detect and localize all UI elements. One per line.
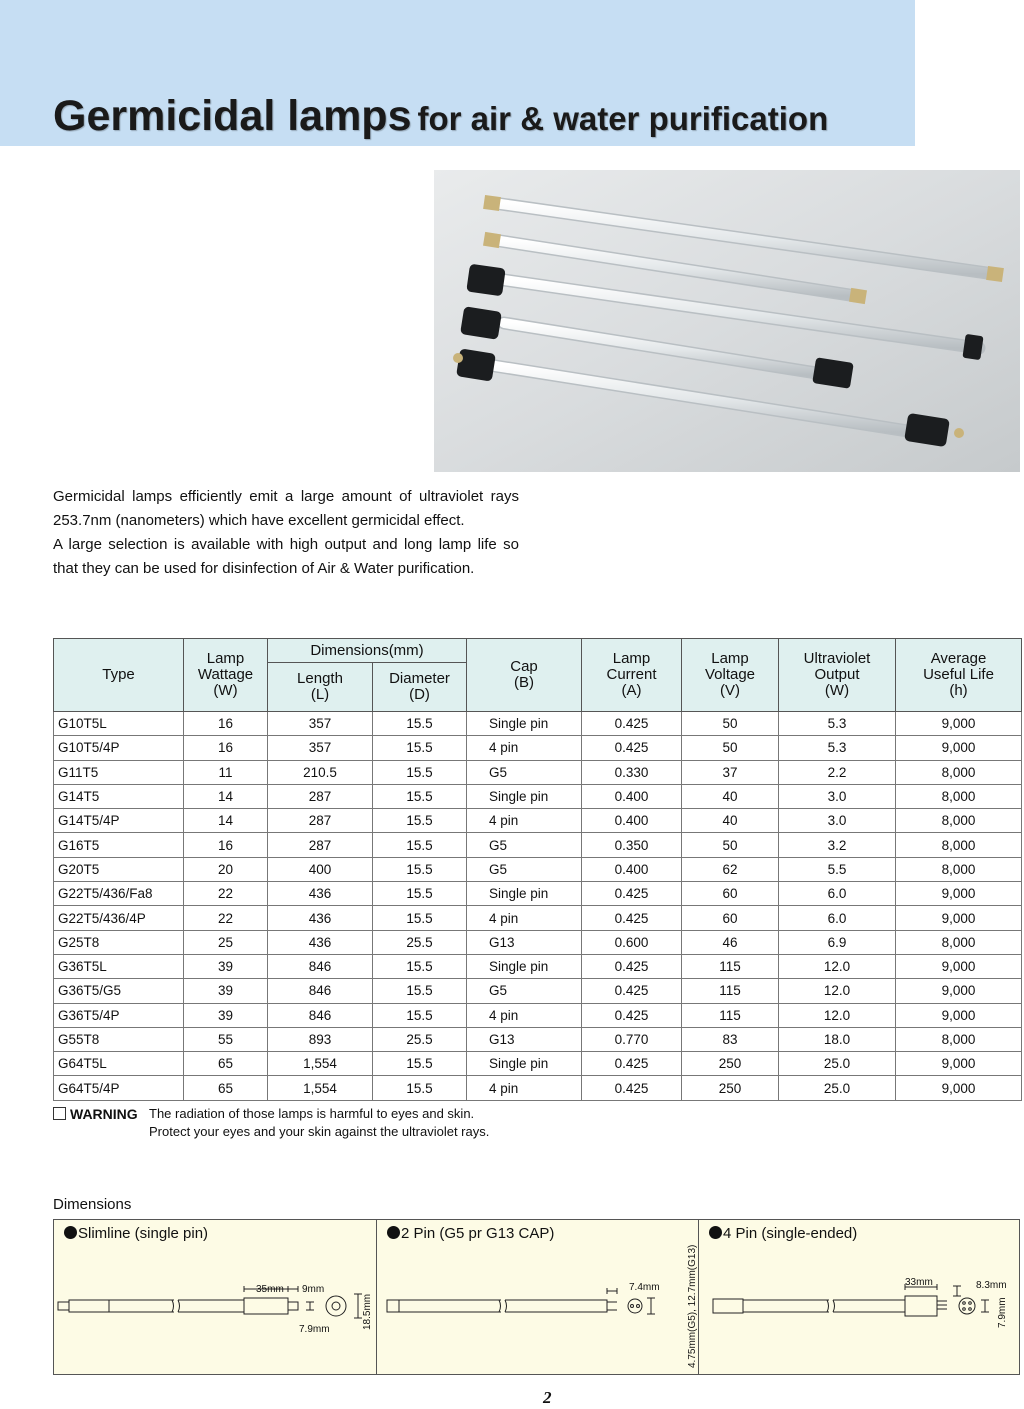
cell-diameter: 15.5 <box>373 954 467 978</box>
cell-diameter: 15.5 <box>373 712 467 736</box>
cell-diameter: 15.5 <box>373 979 467 1003</box>
cell-diameter: 15.5 <box>373 760 467 784</box>
warning-line-2: Protect your eyes and your skin against the ultraviolet rays. <box>149 1124 490 1139</box>
cell-type: G10T5/4P <box>54 736 184 760</box>
cell-wattage: 65 <box>184 1052 268 1076</box>
page-title <box>53 92 828 141</box>
cell-voltage: 83 <box>682 1027 779 1051</box>
cell-life: 9,000 <box>896 712 1022 736</box>
cell-voltage: 40 <box>682 809 779 833</box>
cell-uv-output: 25.0 <box>779 1052 896 1076</box>
cell-length: 357 <box>268 736 373 760</box>
cell-voltage: 250 <box>682 1052 779 1076</box>
cell-uv-output: 12.0 <box>779 979 896 1003</box>
cell-diameter: 15.5 <box>373 1076 467 1100</box>
cell-uv-output: 18.0 <box>779 1027 896 1051</box>
cell-wattage: 11 <box>184 760 268 784</box>
cell-cap: G5 <box>467 760 582 784</box>
cell-life: 8,000 <box>896 1027 1022 1051</box>
cell-type: G36T5/4P <box>54 1003 184 1027</box>
cell-uv-output: 3.0 <box>779 784 896 808</box>
cell-life: 8,000 <box>896 930 1022 954</box>
cell-cap: 4 pin <box>467 906 582 930</box>
cell-length: 357 <box>268 712 373 736</box>
cell-voltage: 50 <box>682 736 779 760</box>
cell-current: 0.400 <box>582 784 682 808</box>
cell-uv-output: 3.2 <box>779 833 896 857</box>
cell-type: G14T5/4P <box>54 809 184 833</box>
cell-type: G20T5 <box>54 857 184 881</box>
cell-current: 0.600 <box>582 930 682 954</box>
cell-diameter: 15.5 <box>373 784 467 808</box>
four-pin-cap-length: 33mm <box>905 1277 933 1288</box>
cell-life: 9,000 <box>896 882 1022 906</box>
cell-diameter: 15.5 <box>373 906 467 930</box>
two-pin-pin-spacing: 4.75mm(G5), 12.7mm(G13) <box>687 1244 698 1368</box>
cell-type: G36T5/G5 <box>54 979 184 1003</box>
cell-wattage: 20 <box>184 857 268 881</box>
cell-diameter: 15.5 <box>373 882 467 906</box>
cell-type: G10T5L <box>54 712 184 736</box>
cell-length: 287 <box>268 833 373 857</box>
table-row <box>54 760 1022 784</box>
cell-wattage: 39 <box>184 1003 268 1027</box>
cell-wattage: 16 <box>184 736 268 760</box>
cell-length: 210.5 <box>268 760 373 784</box>
cell-current: 0.400 <box>582 857 682 881</box>
title-sub: for air & water purification <box>417 100 829 137</box>
cell-uv-output: 5.5 <box>779 857 896 881</box>
cell-life: 9,000 <box>896 954 1022 978</box>
table-row <box>54 857 1022 881</box>
header-current: Lamp Current (A) <box>582 639 682 712</box>
table-body <box>54 712 1022 1101</box>
header-type: Type <box>54 639 184 712</box>
cell-voltage: 37 <box>682 760 779 784</box>
dimension-slimline <box>54 1220 376 1374</box>
cell-life: 8,000 <box>896 857 1022 881</box>
cell-cap: 4 pin <box>467 1076 582 1100</box>
cell-wattage: 16 <box>184 712 268 736</box>
cell-cap: Single pin <box>467 712 582 736</box>
cell-current: 0.425 <box>582 1076 682 1100</box>
dimensions-panel <box>53 1219 1020 1375</box>
cell-uv-output: 12.0 <box>779 1003 896 1027</box>
checkbox-icon <box>53 1107 66 1120</box>
cell-wattage: 55 <box>184 1027 268 1051</box>
cell-current: 0.425 <box>582 1052 682 1076</box>
cell-voltage: 60 <box>682 882 779 906</box>
warning-line-1: The radiation of those lamps is harmful to eyes and skin. <box>149 1106 475 1121</box>
cell-voltage: 62 <box>682 857 779 881</box>
lamps-photo <box>434 170 1020 472</box>
table-row <box>54 882 1022 906</box>
lamp-spec-table <box>53 638 1022 1101</box>
table-row <box>54 784 1022 808</box>
cell-type: G22T5/436/4P <box>54 906 184 930</box>
four-pin-heading: 4 Pin (single-ended) <box>709 1225 857 1242</box>
cell-life: 9,000 <box>896 1052 1022 1076</box>
table-row <box>54 736 1022 760</box>
cell-cap: 4 pin <box>467 736 582 760</box>
cell-type: G25T8 <box>54 930 184 954</box>
cell-uv-output: 2.2 <box>779 760 896 784</box>
slimline-pin-diameter: 7.9mm <box>299 1324 330 1335</box>
table-row <box>54 1052 1022 1076</box>
cell-length: 1,554 <box>268 1052 373 1076</box>
table-row <box>54 954 1022 978</box>
cell-uv-output: 12.0 <box>779 954 896 978</box>
cell-cap: 4 pin <box>467 809 582 833</box>
cell-diameter: 15.5 <box>373 1052 467 1076</box>
cell-type: G14T5 <box>54 784 184 808</box>
cell-life: 9,000 <box>896 1003 1022 1027</box>
cell-life: 8,000 <box>896 760 1022 784</box>
slimline-drawing <box>54 1220 376 1374</box>
cell-voltage: 250 <box>682 1076 779 1100</box>
table-row <box>54 809 1022 833</box>
cell-voltage: 50 <box>682 712 779 736</box>
cell-uv-output: 5.3 <box>779 736 896 760</box>
two-pin-pin-length: 7.4mm <box>629 1282 660 1293</box>
cell-wattage: 16 <box>184 833 268 857</box>
cell-length: 400 <box>268 857 373 881</box>
cell-life: 9,000 <box>896 906 1022 930</box>
cell-cap: 4 pin <box>467 1003 582 1027</box>
cell-type: G22T5/436/Fa8 <box>54 882 184 906</box>
cell-voltage: 50 <box>682 833 779 857</box>
cell-wattage: 22 <box>184 882 268 906</box>
four-pin-pin-length: 8.3mm <box>976 1280 1007 1291</box>
cell-uv-output: 6.0 <box>779 906 896 930</box>
cell-life: 8,000 <box>896 809 1022 833</box>
two-pin-heading: 2 Pin (G5 pr G13 CAP) <box>387 1225 554 1242</box>
cell-diameter: 15.5 <box>373 1003 467 1027</box>
dimensions-title: Dimensions <box>53 1196 132 1213</box>
cell-wattage: 14 <box>184 809 268 833</box>
cell-type: G64T5L <box>54 1052 184 1076</box>
cell-current: 0.400 <box>582 809 682 833</box>
table-row <box>54 906 1022 930</box>
table-row <box>54 1076 1022 1100</box>
cell-voltage: 40 <box>682 784 779 808</box>
cell-cap: Single pin <box>467 784 582 808</box>
cell-cap: Single pin <box>467 954 582 978</box>
cell-type: G55T8 <box>54 1027 184 1051</box>
cell-diameter: 25.5 <box>373 1027 467 1051</box>
cell-cap: G13 <box>467 930 582 954</box>
warning-label: WARNING <box>70 1106 138 1122</box>
cell-current: 0.425 <box>582 954 682 978</box>
cell-length: 846 <box>268 979 373 1003</box>
cell-life: 8,000 <box>896 784 1022 808</box>
slimline-cap-length: 35mm <box>256 1284 284 1295</box>
cell-current: 0.425 <box>582 736 682 760</box>
four-pin-drawing <box>699 1220 1020 1374</box>
cell-length: 287 <box>268 809 373 833</box>
cell-cap: G5 <box>467 979 582 1003</box>
cell-wattage: 25 <box>184 930 268 954</box>
header-life: Average Useful Life (h) <box>896 639 1022 712</box>
cell-wattage: 22 <box>184 906 268 930</box>
cell-length: 846 <box>268 1003 373 1027</box>
slimline-heading: Slimline (single pin) <box>64 1225 208 1242</box>
cell-current: 0.425 <box>582 979 682 1003</box>
cell-life: 9,000 <box>896 736 1022 760</box>
slimline-pin-length: 9mm <box>302 1284 325 1295</box>
header-cap: Cap (B) <box>467 639 582 712</box>
cell-cap: Single pin <box>467 882 582 906</box>
cell-type: G36T5L <box>54 954 184 978</box>
cell-type: G11T5 <box>54 760 184 784</box>
table-row <box>54 930 1022 954</box>
intro-text <box>53 485 519 581</box>
intro-paragraph-1: Germicidal lamps efficiently emit a large amount of ultraviolet rays 253.7nm (nanometers) which have excellent germicidal effect. <box>53 488 519 529</box>
cell-length: 846 <box>268 954 373 978</box>
warning-note <box>53 1105 490 1139</box>
cell-uv-output: 6.0 <box>779 882 896 906</box>
cell-diameter: 15.5 <box>373 809 467 833</box>
cell-diameter: 15.5 <box>373 857 467 881</box>
cell-length: 436 <box>268 882 373 906</box>
cell-wattage: 14 <box>184 784 268 808</box>
cell-wattage: 65 <box>184 1076 268 1100</box>
cell-life: 8,000 <box>896 833 1022 857</box>
cell-current: 0.425 <box>582 906 682 930</box>
cell-length: 893 <box>268 1027 373 1051</box>
cell-uv-output: 5.3 <box>779 712 896 736</box>
table-row <box>54 712 1022 736</box>
cell-current: 0.425 <box>582 712 682 736</box>
cell-current: 0.350 <box>582 833 682 857</box>
cell-diameter: 25.5 <box>373 930 467 954</box>
cell-diameter: 15.5 <box>373 736 467 760</box>
cell-uv-output: 3.0 <box>779 809 896 833</box>
header-dimensions: Dimensions(mm) <box>268 639 467 663</box>
dimension-four-pin <box>698 1220 1020 1374</box>
cell-wattage: 39 <box>184 954 268 978</box>
header-uv-output: Ultraviolet Output (W) <box>779 639 896 712</box>
header-length: Length (L) <box>268 663 373 712</box>
cell-length: 287 <box>268 784 373 808</box>
table-row <box>54 833 1022 857</box>
cell-life: 9,000 <box>896 979 1022 1003</box>
slimline-tube-diameter: 18.5mm <box>362 1293 373 1330</box>
cell-uv-output: 25.0 <box>779 1076 896 1100</box>
cell-current: 0.770 <box>582 1027 682 1051</box>
header-wattage: Lamp Wattage (W) <box>184 639 268 712</box>
cell-cap: G5 <box>467 833 582 857</box>
cell-life: 9,000 <box>896 1076 1022 1100</box>
four-pin-pin-spacing: 7.9mm <box>997 1297 1008 1328</box>
cell-uv-output: 6.9 <box>779 930 896 954</box>
cell-cap: Single pin <box>467 1052 582 1076</box>
two-pin-drawing <box>377 1220 699 1374</box>
cell-voltage: 115 <box>682 1003 779 1027</box>
cell-diameter: 15.5 <box>373 833 467 857</box>
table-row <box>54 1027 1022 1051</box>
cell-length: 436 <box>268 930 373 954</box>
cell-wattage: 39 <box>184 979 268 1003</box>
table-row <box>54 979 1022 1003</box>
cell-cap: G13 <box>467 1027 582 1051</box>
title-main: Germicidal lamps <box>53 92 412 140</box>
cell-length: 1,554 <box>268 1076 373 1100</box>
table-row <box>54 1003 1022 1027</box>
cell-cap: G5 <box>467 857 582 881</box>
header-diameter: Diameter (D) <box>373 663 467 712</box>
intro-paragraph-2: A large selection is available with high output and long lamp life so that they can be used for disinfection of Air & Water purification. <box>53 536 519 577</box>
cell-current: 0.425 <box>582 882 682 906</box>
cell-type: G16T5 <box>54 833 184 857</box>
page-number: 2 <box>543 1388 552 1407</box>
cell-voltage: 115 <box>682 979 779 1003</box>
cell-voltage: 60 <box>682 906 779 930</box>
cell-length: 436 <box>268 906 373 930</box>
header-voltage: Lamp Voltage (V) <box>682 639 779 712</box>
cell-type: G64T5/4P <box>54 1076 184 1100</box>
cell-voltage: 115 <box>682 954 779 978</box>
cell-current: 0.330 <box>582 760 682 784</box>
cell-current: 0.425 <box>582 1003 682 1027</box>
dimension-two-pin <box>376 1220 699 1374</box>
cell-voltage: 46 <box>682 930 779 954</box>
